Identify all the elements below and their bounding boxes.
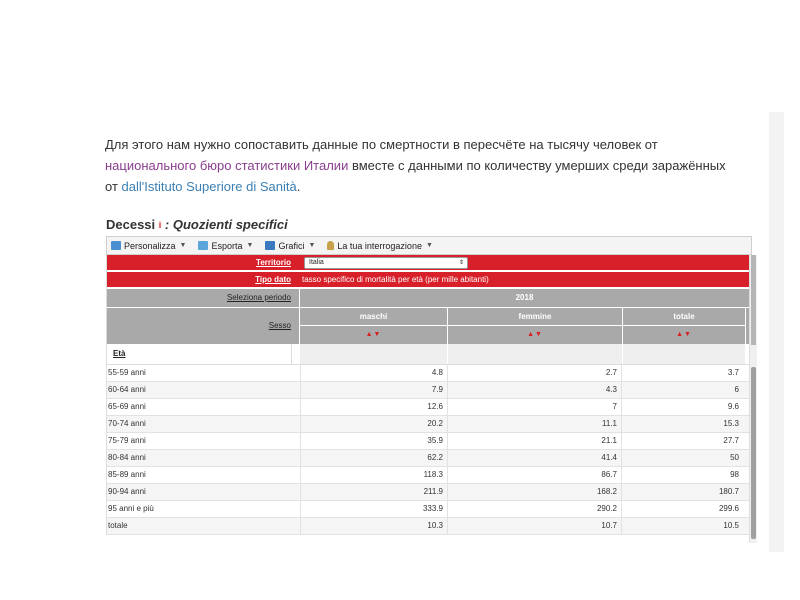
- intro-text-2: вместе с данными по количеству умерших среди заражённых: [348, 158, 726, 173]
- femmine-cell: 4.3: [447, 382, 621, 398]
- intro-text-4: .: [296, 179, 301, 194]
- tipo-dato-label[interactable]: Tipo dato: [255, 275, 291, 284]
- table-row: [107, 399, 749, 416]
- age-cell: 75-79 anni: [108, 436, 146, 445]
- age-cell: 60-64 anni: [108, 385, 146, 394]
- maschi-cell: 4.8: [300, 365, 447, 381]
- toolbar-item-0[interactable]: [111, 241, 186, 251]
- age-cell: 80-84 anni: [108, 453, 146, 462]
- totale-cell: 27.7: [621, 433, 743, 449]
- chevron-down-icon[interactable]: ▼: [246, 242, 254, 249]
- totale-cell: 50: [621, 450, 743, 466]
- maschi-cell: 62.2: [300, 450, 447, 466]
- column-header-maschi: [300, 308, 448, 344]
- person-icon: [327, 241, 334, 250]
- chevron-down-icon[interactable]: ▼: [425, 242, 433, 249]
- periodo-row: [107, 289, 749, 308]
- toolbar: [106, 236, 752, 255]
- intro-paragraph: [105, 134, 765, 197]
- femmine-cell: 290.2: [447, 501, 621, 517]
- table-row: [107, 484, 749, 501]
- sesso-row: [107, 308, 749, 344]
- totale-cell: 10.5: [621, 518, 743, 534]
- toolbar-item-label: Esporta: [211, 240, 243, 251]
- export-icon: [198, 241, 208, 250]
- age-cell: 95 anni e più: [108, 504, 154, 513]
- toolbar-item-1[interactable]: [198, 241, 253, 251]
- column-header-femmine: [448, 308, 623, 344]
- age-cell: 85-89 anni: [108, 470, 146, 479]
- totale-cell: 9.6: [621, 399, 743, 415]
- maschi-cell: 20.2: [300, 416, 447, 432]
- femmine-cell: 10.7: [447, 518, 621, 534]
- periodo-label[interactable]: Seleziona periodo: [226, 293, 291, 302]
- table-edit-icon: [111, 241, 121, 250]
- data-grid: [106, 255, 749, 535]
- table-row: [107, 467, 749, 484]
- table-row: [107, 416, 749, 433]
- toolbar-item-label: Personalizza: [124, 240, 176, 251]
- table-row: [107, 365, 749, 382]
- age-cell: totale: [108, 521, 128, 530]
- side-panel: [769, 112, 784, 552]
- femmine-cell: 41.4: [447, 450, 621, 466]
- table-row: [107, 518, 749, 535]
- iss-link[interactable]: dall'Istituto Superiore di Sanità: [121, 179, 297, 194]
- territorio-value: Italia: [309, 259, 324, 266]
- femmine-cell: 2.7: [447, 365, 621, 381]
- maschi-cell: 333.9: [300, 501, 447, 517]
- sort-arrows-icon[interactable]: ▲▼: [676, 331, 692, 338]
- totale-cell: 6: [621, 382, 743, 398]
- toolbar-item-2[interactable]: [265, 241, 315, 251]
- maschi-cell: 7.9: [300, 382, 447, 398]
- info-icon[interactable]: i: [158, 220, 162, 230]
- totale-cell: 299.6: [621, 501, 743, 517]
- age-cell: 65-69 anni: [108, 402, 146, 411]
- select-arrow-icon: ⇕: [458, 260, 464, 266]
- column-header-totale: [623, 308, 746, 344]
- intro-text-3: от: [105, 179, 122, 194]
- maschi-cell: 10.3: [300, 518, 447, 534]
- tipo-dato-row: [107, 272, 749, 289]
- widget-subtitle: : Quozienti specifici: [164, 217, 288, 232]
- column-header-label: maschi: [300, 308, 447, 326]
- maschi-cell: 35.9: [300, 433, 447, 449]
- femmine-cell: 7: [447, 399, 621, 415]
- sort-arrows-icon[interactable]: ▲▼: [527, 331, 543, 338]
- maschi-cell: 118.3: [300, 467, 447, 483]
- vertical-scrollbar[interactable]: [749, 255, 757, 543]
- table-row: [107, 382, 749, 399]
- istat-widget: [106, 214, 752, 535]
- sesso-label[interactable]: Sesso: [268, 321, 291, 330]
- maschi-cell: 12.6: [300, 399, 447, 415]
- toolbar-item-label: Grafici: [278, 240, 305, 251]
- data-rows: [107, 365, 749, 535]
- table-row: [107, 501, 749, 518]
- column-header-label: totale: [623, 308, 745, 326]
- totale-cell: 3.7: [621, 365, 743, 381]
- table-row: [107, 450, 749, 467]
- year-header: 2018: [299, 289, 749, 307]
- chevron-down-icon[interactable]: ▼: [308, 242, 316, 249]
- territorio-label[interactable]: Territorio: [256, 258, 291, 267]
- table-row: [107, 433, 749, 450]
- widget-title: [106, 214, 752, 236]
- totale-cell: 15.3: [621, 416, 743, 432]
- territorio-select[interactable]: [304, 257, 468, 269]
- maschi-cell: 211.9: [300, 484, 447, 500]
- chart-icon: [265, 241, 275, 250]
- istat-link[interactable]: национального бюро статистики Италии: [105, 158, 349, 173]
- intro-text-1: Для этого нам нужно сопоставить данные по смертности в пересчёте на тысячу человек от: [105, 137, 658, 152]
- femmine-cell: 11.1: [447, 416, 621, 432]
- femmine-cell: 21.1: [447, 433, 621, 449]
- totale-cell: 98: [621, 467, 743, 483]
- age-cell: 55-59 anni: [108, 368, 146, 377]
- territorio-row: [107, 255, 749, 272]
- femmine-cell: 86.7: [447, 467, 621, 483]
- column-header-label: femmine: [448, 308, 622, 326]
- sort-arrows-icon[interactable]: ▲▼: [365, 331, 382, 338]
- femmine-cell: 168.2: [447, 484, 621, 500]
- toolbar-item-3[interactable]: [327, 241, 433, 251]
- eta-row: [107, 344, 749, 365]
- tipo-dato-value: tasso specifico di mortalità per età (per mille abitanti): [302, 275, 489, 284]
- eta-label[interactable]: Età: [107, 344, 292, 364]
- age-cell: 90-94 anni: [108, 487, 146, 496]
- scrollbar-thumb[interactable]: [751, 367, 756, 539]
- widget-title-text: Decessi: [106, 217, 156, 232]
- toolbar-item-label: La tua interrogazione: [337, 240, 422, 251]
- totale-cell: 180.7: [621, 484, 743, 500]
- chevron-down-icon[interactable]: ▼: [179, 242, 187, 249]
- age-cell: 70-74 anni: [108, 419, 146, 428]
